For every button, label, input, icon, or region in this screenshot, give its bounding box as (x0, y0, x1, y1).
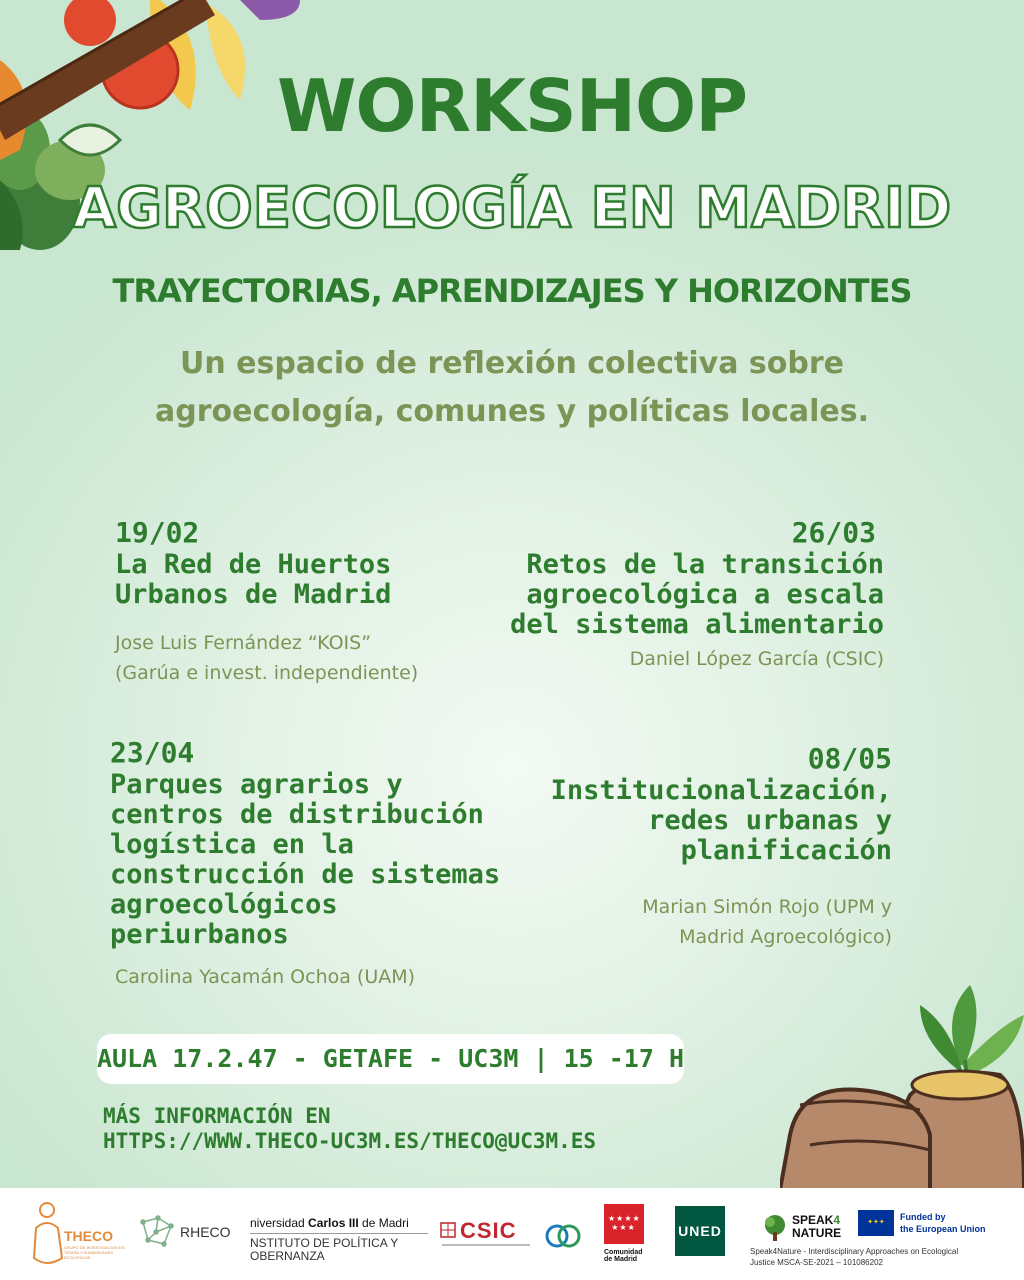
workshop-subtitle: AGROECOLOGÍA EN MADRID (72, 176, 952, 241)
theco-sub-label: GRUPO DE INVESTIGACIÓN EN TEORÍA Y HUMANIDADES ECOLÓGICAS (64, 1245, 125, 1260)
topic-line: agroecológica a escala (526, 579, 884, 610)
session-speaker (551, 892, 892, 952)
intro-line: Un espacio de reflexión colectiva sobre (180, 346, 844, 381)
eu-logo (858, 1210, 988, 1240)
speak4nature-logo (762, 1214, 852, 1246)
rheco-label: RHECO (180, 1224, 231, 1240)
uned-logo (675, 1206, 725, 1256)
speaker-line: Madrid Agroecológico) (679, 926, 892, 948)
session-date: 23/04 (110, 736, 195, 769)
uc3m-politica-logo (250, 1216, 430, 1264)
comunidad-madrid-logo (604, 1204, 650, 1270)
topic-line: La Red de Huertos (115, 549, 392, 580)
csic-logo (440, 1218, 532, 1248)
cam-label: de Madrid (604, 1256, 638, 1263)
uc3m-line3: OBERNANZA (250, 1249, 325, 1263)
project-caption (750, 1246, 1010, 1268)
theco-logo (32, 1198, 132, 1268)
theco-label: THECO (64, 1228, 113, 1244)
topic-line: agroecológicos (110, 889, 338, 920)
session-speaker (510, 644, 884, 674)
cdm-emblem-icon (545, 1222, 581, 1252)
uc3m-line1 (250, 1216, 430, 1230)
topic-line: periurbanos (110, 919, 289, 950)
speaker-line: (Garúa e invest. independiente) (115, 662, 419, 684)
session-speaker (115, 628, 418, 688)
speaker-line: Jose Luis Fernández “KOIS” (115, 632, 372, 654)
speak-text: SPEAK (792, 1213, 834, 1227)
topic-line: Urbanos de Madrid (115, 579, 392, 610)
topic-line: planificación (680, 835, 892, 866)
uc3m-text: de Madri (358, 1216, 409, 1230)
session-topic (551, 776, 892, 866)
rheco-logo (138, 1214, 230, 1254)
more-info-label: MÁS INFORMACIÓN EN (103, 1104, 331, 1128)
cam-label: Comunidad (604, 1249, 643, 1256)
sacks-illustration (780, 985, 1024, 1190)
speak-4-text: 4 (833, 1213, 841, 1227)
network-icon (138, 1214, 176, 1250)
topic-line: centros de distribución (110, 799, 484, 830)
topic-line: Institucionalización, (550, 775, 892, 806)
uc3m-text-bold: Carlos III (308, 1216, 359, 1230)
intro-text (120, 340, 904, 436)
tree-icon (762, 1214, 788, 1242)
session-2 (510, 518, 884, 674)
uc3m-text: niversidad (250, 1216, 309, 1230)
workshop-tagline: TRAYECTORIAS, APRENDIZAJES Y HORIZONTES (112, 272, 912, 310)
session-topic (510, 550, 884, 640)
project-line: Speak4Nature - Interdisciplinary Approaches on Ecological (750, 1247, 959, 1256)
session-date: 26/03 (791, 516, 876, 549)
session-1 (115, 518, 418, 688)
session-speaker (115, 962, 500, 992)
topic-line: construcción de sistemas (110, 859, 501, 890)
speaker-line: Marian Simón Rojo (UPM y (642, 896, 892, 918)
session-topic (110, 770, 500, 950)
more-info-link[interactable]: HTTPS://WWW.THECO-UC3M.ES/THECO@UC3M.ES (103, 1129, 597, 1153)
workshop-title: WORKSHOP (277, 64, 747, 148)
topic-line: logística en la (110, 829, 354, 860)
csic-label: CSIC (460, 1218, 517, 1243)
uc3m-line2: NSTITUTO DE POLÍTICA Y (250, 1236, 399, 1250)
speaker-line: Daniel López García (CSIC) (629, 648, 884, 670)
eu-flag-icon: ✦✦✦ (858, 1210, 894, 1236)
intro-line: agroecología, comunes y políticas locales. (154, 394, 870, 429)
session-4 (551, 744, 892, 952)
topic-line: redes urbanas y (648, 805, 892, 836)
session-date: 08/05 (807, 742, 892, 775)
speaker-line: Carolina Yacamán Ochoa (UAM) (115, 966, 416, 988)
topic-line: Retos de la transición (526, 549, 884, 580)
venue-banner: AULA 17.2.47 - GETAFE - UC3M | 15 -17 H (97, 1034, 684, 1084)
session-3 (110, 738, 500, 992)
session-date: 19/02 (115, 516, 200, 549)
sponsor-logos-strip (0, 1188, 1024, 1280)
topic-line: Parques agrarios y (110, 769, 403, 800)
topic-line: del sistema alimentario (510, 609, 884, 640)
madrid-flag (604, 1204, 644, 1244)
divider (250, 1233, 428, 1234)
speak-line2: NATURE (792, 1226, 842, 1240)
more-info (103, 1104, 596, 1154)
eu-label: the European Union (900, 1224, 986, 1234)
csic-emblem-icon (440, 1222, 456, 1238)
project-line: Justice MSCA-SE-2021 – 101086202 (750, 1258, 883, 1267)
uned-label: UNED (678, 1223, 722, 1239)
eu-label: Funded by (900, 1212, 946, 1222)
speak-line1 (792, 1214, 840, 1226)
cdm-logo (545, 1222, 581, 1252)
session-topic (115, 550, 418, 610)
theco-emblem-icon (32, 1198, 66, 1268)
stars-icon: ★★★★ ★★★ (608, 1214, 641, 1232)
csic-fineprint (442, 1244, 530, 1246)
